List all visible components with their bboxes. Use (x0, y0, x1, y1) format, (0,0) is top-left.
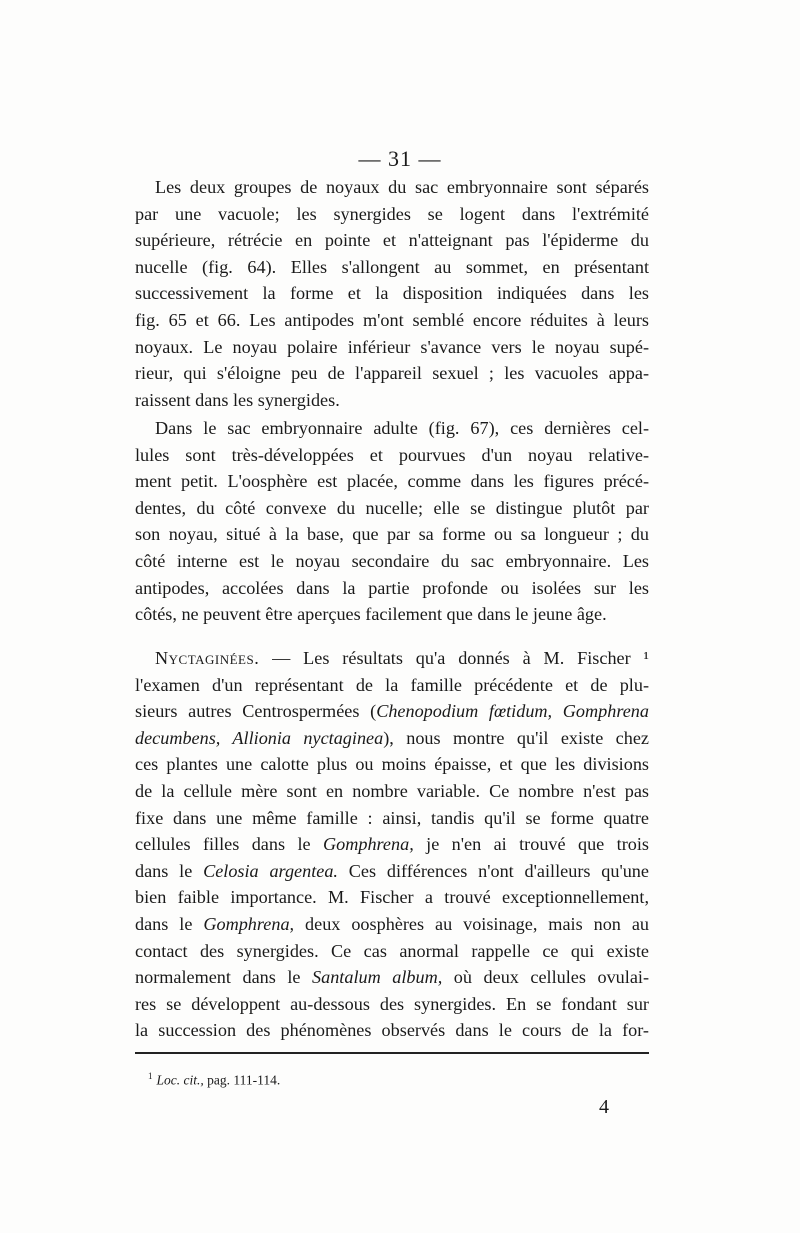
text-line: de la cellule mère sont en nombre variable. Ce nombre n'est pas (135, 780, 649, 801)
text-span: dans le (135, 913, 204, 934)
text-line: fixe dans une même famille : ainsi, tandis qu'il se forme quatre (135, 807, 649, 828)
text-span: Ces différences n'ont d'ailleurs qu'une (337, 860, 649, 881)
text-line: bien faible importance. M. Fischer a trouvé exceptionnellement, (135, 887, 649, 908)
footnote (148, 1071, 280, 1089)
footnote-pages: pag. 111-114. (207, 1072, 281, 1088)
italic-span: Santalum album, (312, 967, 443, 988)
text-line: l'examen d'un représentant de la famille précédente et de plu- (135, 674, 649, 695)
text-line (135, 725, 649, 752)
text-line: Les deux groupes de noyaux du sac embryonnaire sont séparés (155, 177, 649, 197)
italic-span: Celosia argentea. (203, 860, 338, 881)
text-line: noyaux. Le noyau polaire inférieur s'avance vers le noyau supé- (135, 336, 649, 357)
text-span: cellules filles dans le (135, 834, 323, 855)
section-heading: Nyctaginées. (155, 648, 260, 668)
paragraph-3 (135, 645, 649, 1044)
text-span: — Les résultats qu'a donnés à M. Fischer ¹ (259, 648, 649, 668)
text-line: fig. 65 et 66. Les antipodes m'ont semblé encore réduites à leurs (135, 309, 649, 330)
text-line: Dans le sac embryonnaire adulte (fig. 67), ces dernières cel- (155, 418, 649, 438)
text-line: successivement la forme et la disposition indiquées dans les (135, 283, 649, 304)
text-line (135, 964, 649, 991)
text-line: lules sont très-développées et pourvues d'un noyau relative- (135, 444, 649, 465)
text-span: normalement dans le (135, 967, 313, 988)
text-line: supérieure, rétrécie en pointe et n'atteignant pas l'épiderme du (135, 230, 649, 251)
paragraph-2 (135, 415, 649, 628)
text-line: ces plantes une calotte plus ou moins épaisse, et que les divisions (135, 754, 649, 775)
text-span: sieurs autres Centrospermées ( (135, 701, 377, 722)
text-line: son noyau, situé à la base, que par sa forme ou sa longueur ; du (135, 524, 649, 545)
text-line: la succession des phénomènes observés dans le cours de la for- (135, 1020, 649, 1041)
text-span: ), nous montre qu'il existe chez (383, 727, 649, 748)
text-line: ment petit. L'oosphère est placée, comme dans les figures précé- (135, 471, 649, 492)
text-line: nucelle (fig. 64). Elles s'allongent au sommet, en présentant (135, 256, 649, 277)
italic-span: Chenopodium fœtidum, Gomphrena (376, 701, 649, 722)
footnote-divider (135, 1052, 649, 1054)
text-span: où deux cellules ovulai- (442, 967, 650, 988)
text-line: res se développent au-dessous des synergides. En se fondant sur (135, 993, 649, 1014)
text-line (135, 645, 649, 672)
text-line (135, 911, 649, 938)
italic-span: Gomphrena, (322, 834, 414, 855)
text-line: côtés, ne peuvent être aperçues facilement que dans le jeune âge. (135, 604, 607, 625)
text-line: par une vacuole; les synergides se logent dans l'extrémité (135, 203, 649, 224)
text-line (135, 831, 649, 858)
footnote-mark: 1 (148, 1071, 153, 1081)
text-line: contact des synergides. Ce cas anormal rappelle ce qui existe (135, 940, 649, 961)
text-line: dentes, du côté convexe du nucelle; elle se distingue plutôt par (135, 497, 649, 518)
italic-span: Gomphrena, (203, 913, 295, 934)
text-span: dans le (135, 860, 204, 881)
footnote-source: Loc. cit., (156, 1072, 204, 1088)
text-span: deux oosphères au voisinage, mais non au (294, 913, 649, 934)
text-line (135, 858, 649, 885)
text-line: antipodes, accolées dans la partie profonde ou isolées sur les (135, 577, 649, 598)
text-span: je n'en ai trouvé que trois (413, 834, 649, 855)
text-line: côté interne est le noyau secondaire du sac embryonnaire. Les (135, 550, 649, 571)
italic-span: decumbens, Allionia nyctaginea (135, 727, 384, 748)
text-line: rieur, qui s'éloigne peu de l'appareil sexuel ; les vacuoles appa- (135, 363, 649, 384)
page-number: — 31 — (358, 146, 442, 171)
text-line (135, 698, 649, 725)
paragraph-1 (135, 174, 649, 413)
signature-mark: 4 (599, 1096, 609, 1118)
text-line: raissent dans les synergides. (135, 389, 340, 410)
